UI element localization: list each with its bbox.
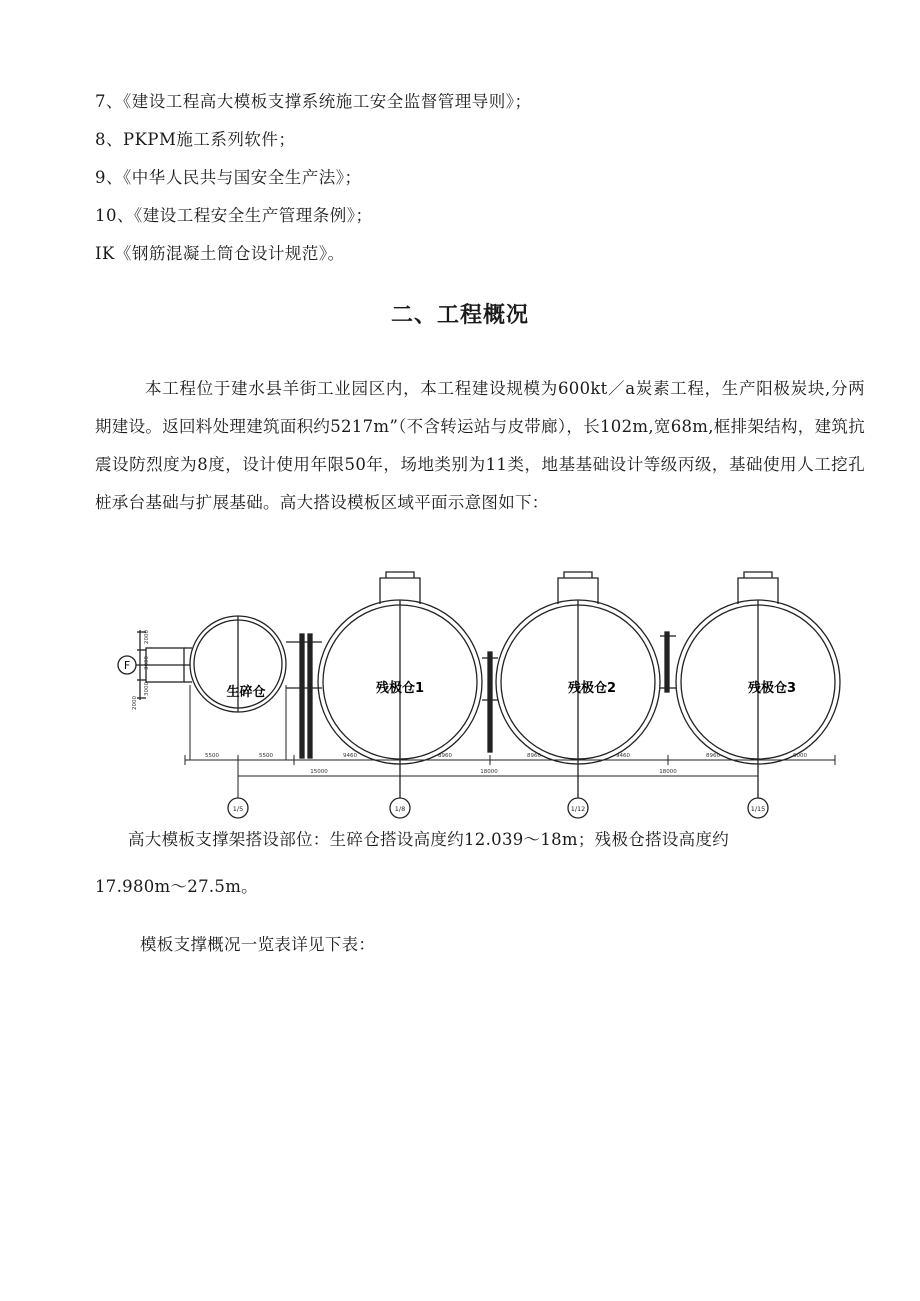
grid-bubble-label-4: 1/15 (750, 805, 766, 813)
silo-label-2: 残极仓1 (375, 681, 425, 696)
side-dim-1: 2000 (144, 630, 150, 644)
overview-paragraph: 本工程位于建水县羊街工业园区内，本工程建设规模为600kt／a炭素工程，生产阳极炭块,分两期建设。返回料处理建筑面积约5217m”（不含转运站与皮带廊），长102m,宽68m,框排架结构，建筑抗震设防烈度为8度，设计使用年限50年，场地类别为11类，地基基础设计等级丙级，基础使用人工挖孔桩承台基础与扩展基础。高大搭设模板区域平面示意图如下： (95, 379, 865, 512)
dim-bottom-2: 18000 (480, 769, 498, 775)
reference-item-11: IK《钢筋混凝土筒仓设计规范》。 (95, 244, 345, 263)
silo-label-1: 生碎仓 (226, 685, 266, 700)
dim-top-4: 8960 (438, 753, 452, 759)
table-intro-line: 模板支撑概况一览表详见下表： (140, 935, 376, 954)
axis-marker-label: F (123, 659, 131, 672)
reference-item-8: 8、PKPM施工系列软件； (95, 130, 296, 149)
reference-item-9: 9、《中华人民共与国安全生产法》； (95, 168, 362, 187)
dim-top-7: 8960 (706, 753, 720, 759)
section-title: 二、工程概况 (390, 303, 529, 328)
dim-top-3: 9460 (343, 753, 357, 759)
reference-item-10: 10、《建设工程安全生产管理条例》； (95, 206, 373, 225)
dim-top-2: 5500 (259, 753, 273, 759)
silo-plan-diagram (110, 570, 850, 825)
dim-bottom-1: 15000 (310, 769, 328, 775)
side-dim-2: 3000 (144, 656, 150, 670)
dim-top-6: 9460 (616, 753, 630, 759)
support-height-line-2: 17.980m～27.5m。 (95, 877, 258, 896)
side-dim-4: 2000 (132, 696, 138, 710)
reference-item-7: 7、《建设工程高大模板支撑系统施工安全监督管理导则》； (95, 92, 532, 111)
dim-bottom-3: 18000 (659, 769, 677, 775)
grid-bubble-label-2: 1/8 (394, 805, 406, 813)
dim-top-8: 6000 (793, 753, 807, 759)
grid-bubble-label-1: 1/5 (232, 805, 244, 813)
silo-label-3: 残极仓2 (567, 681, 617, 696)
support-height-line-1: 高大模板支撑架搭设部位：生碎仓搭设高度约12.039～18m；残极仓搭设高度约 (128, 830, 730, 849)
side-dim-3: 3000 (144, 682, 150, 696)
dim-top-1: 5500 (205, 753, 219, 759)
grid-bubble-label-3: 1/12 (570, 805, 586, 813)
dim-top-5: 8960 (527, 753, 541, 759)
silo-label-4: 残极仓3 (747, 681, 797, 696)
